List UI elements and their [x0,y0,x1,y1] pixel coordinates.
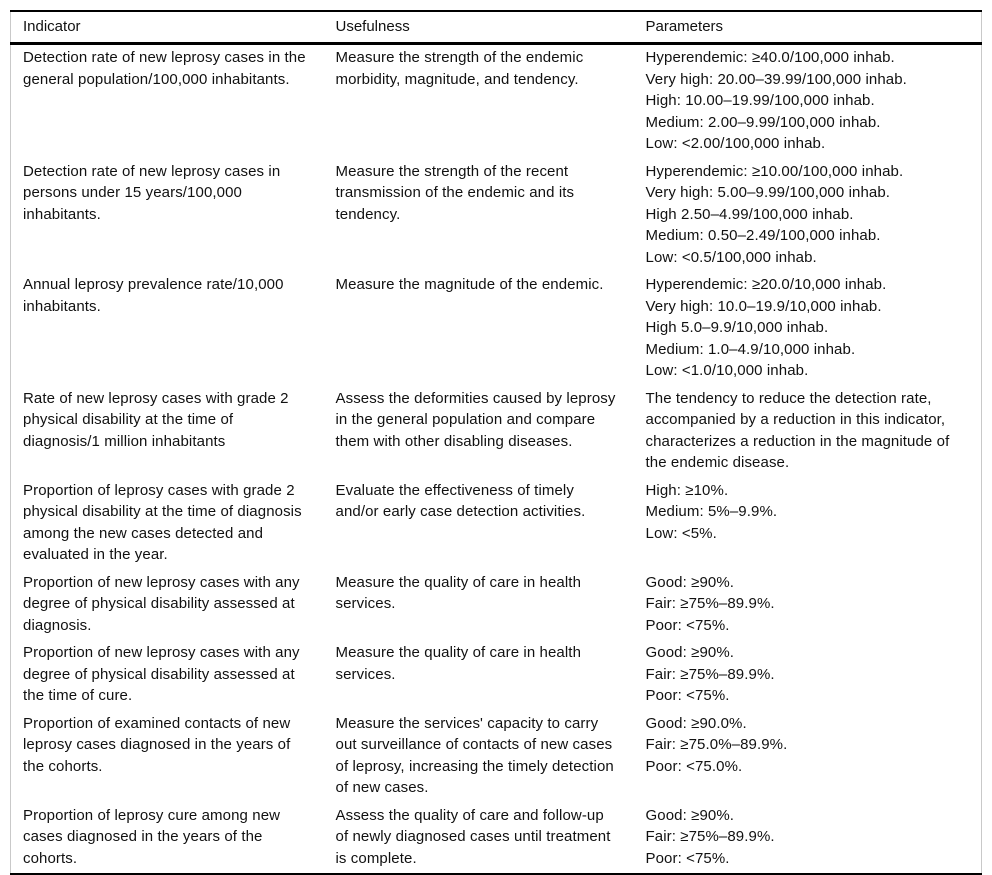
parameter-line: Low: <0.5/100,000 inhab. [645,248,817,266]
parameter-line: Poor: <75%. [645,616,730,634]
parameters-cell [646,386,982,478]
usefulness-cell: Measure the quality of care in health services. [335,644,582,683]
indicator-cell: Rate of new leprosy cases with grade 2 physical disability at the time of diagnosis/1 million inhabitants [23,389,289,450]
parameter-line: Good: ≥90%. [645,644,735,661]
table-row [11,640,982,711]
column-header-usefulness: Usefulness [336,11,646,44]
usefulness-cell: Measure the magnitude of the endemic. [335,276,604,293]
parameter-line: Good: ≥90%. [645,573,735,591]
table-row [11,803,982,875]
indicator-cell: Proportion of new leprosy cases with any degree of physical disability assessed at diagnosis. [23,573,300,634]
usefulness-cell: Measure the quality of care in health services. [335,573,582,612]
parameter-line: Very high: 20.00–39.99/100,000 inhab. [645,70,907,88]
parameter-line: Medium: 2.00–9.99/100,000 inhab. [645,113,881,131]
indicator-cell: Detection rate of new leprosy cases in persons under 15 years/100,000 inhabitants. [23,162,281,223]
table-row [11,711,982,803]
table-row [11,386,982,478]
parameter-line: Fair: ≥75.0%–89.9%. [645,736,788,753]
table-body [11,44,982,875]
usefulness-cell: Measure the strength of the recent transmission of the endemic and its tendency. [335,162,575,223]
parameter-line: High: 10.00–19.99/100,000 inhab. [645,92,875,109]
indicator-cell: Proportion of leprosy cases with grade 2 physical disability at the time of diagnosis among the new cases detected and evaluated in the year. [23,481,302,563]
usefulness-cell: Measure the strength of the endemic morbidity, magnitude, and tendency. [335,49,584,88]
parameters-cell [646,640,982,711]
parameter-line: Low: <1.0/10,000 inhab. [645,362,809,379]
indicator-cell: Proportion of leprosy cure among new cases diagnosed in the years of the cohorts. [23,806,281,867]
parameter-line: Very high: 5.00–9.99/100,000 inhab. [645,184,891,201]
usefulness-cell: Evaluate the effectiveness of timely and/or early case detection activities. [335,481,586,520]
parameter-line: Medium: 0.50–2.49/100,000 inhab. [645,227,881,244]
parameter-line: Hyperendemic: ≥10.00/100,000 inhab. [645,162,904,180]
parameters-cell [646,272,982,386]
parameter-line: Medium: 1.0–4.9/10,000 inhab. [645,340,856,358]
indicator-cell: Annual leprosy prevalence rate/10,000 inhabitants. [23,276,284,315]
parameters-cell [646,159,982,273]
parameter-line: Poor: <75.0%. [645,757,743,775]
usefulness-cell: Assess the deformities caused by leprosy in the general population and compare them with other disabling diseases. [335,389,616,450]
leprosy-indicator-table [10,10,982,875]
parameter-line: Fair: ≥75%–89.9%. [645,595,775,612]
parameter-line: Fair: ≥75%–89.9%. [645,828,775,845]
parameter-line: High 2.50–4.99/100,000 inhab. [645,205,854,223]
parameter-line: Low: <2.00/100,000 inhab. [645,135,826,152]
parameter-line: Low: <5%. [645,524,717,542]
column-header-indicator: Indicator [11,11,336,44]
parameters-cell [646,44,982,159]
parameter-line: Fair: ≥75%–89.9%. [645,665,775,683]
parameters-cell [646,570,982,641]
parameter-line: Very high: 10.0–19.9/10,000 inhab. [645,297,882,315]
parameter-line: Good: ≥90%. [645,806,735,824]
indicator-cell: Detection rate of new leprosy cases in the general population/100,000 inhabitants. [23,49,306,88]
parameters-cell [646,803,982,875]
parameter-line: Hyperendemic: ≥40.0/100,000 inhab. [645,49,895,66]
parameter-line: Poor: <75%. [645,687,730,704]
table-row [11,570,982,641]
parameter-line: Good: ≥90.0%. [645,714,747,732]
usefulness-cell: Measure the services' capacity to carry out surveillance of contacts of new cases of leprosy, increasing the timely detection of new cases. [335,714,614,796]
table-row [11,478,982,570]
table-header [11,11,982,44]
header-row [11,11,982,44]
parameter-line: High 5.0–9.9/10,000 inhab. [645,319,829,336]
parameter-line: Poor: <75%. [645,849,730,867]
indicator-cell: Proportion of examined contacts of new leprosy cases diagnosed in the years of the cohorts. [23,714,291,775]
parameter-line: The tendency to reduce the detection rate, accompanied by a reduction in this indicator, characterizes a reduction in the magnitude of the endemic disease. [645,389,950,471]
parameter-line: Hyperendemic: ≥20.0/10,000 inhab. [645,276,887,293]
table-row [11,159,982,273]
usefulness-cell: Assess the quality of care and follow-up of newly diagnosed cases until treatment is complete. [335,806,611,867]
indicator-cell: Proportion of new leprosy cases with any degree of physical disability assessed at the time of cure. [23,644,300,704]
parameters-cell [646,478,982,570]
table-row [11,44,982,159]
column-header-parameters: Parameters [646,11,982,44]
table-row [11,272,982,386]
parameter-line: Medium: 5%–9.9%. [645,503,778,520]
parameters-cell [646,711,982,803]
parameter-line: High: ≥10%. [645,481,729,499]
